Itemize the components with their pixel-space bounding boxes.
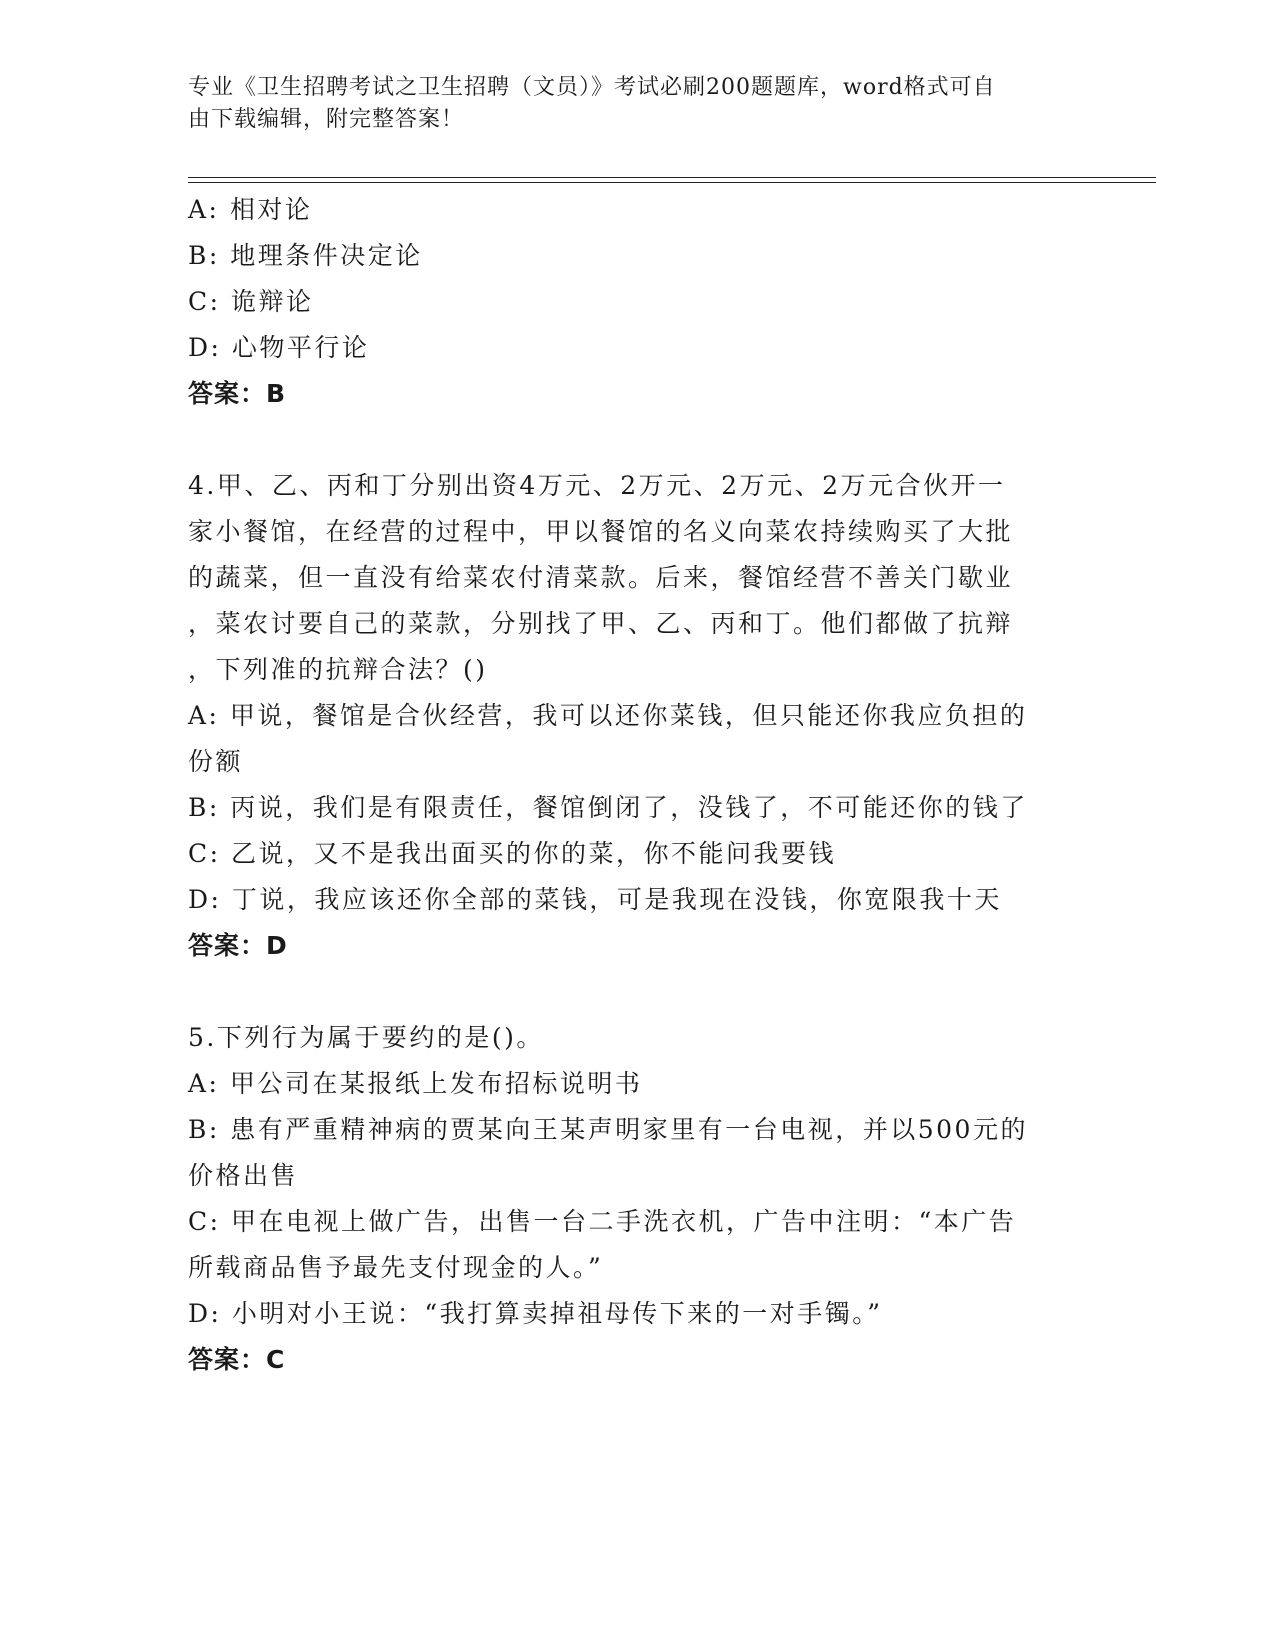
q3-option-c: C: 诡辩论 — [188, 287, 314, 316]
q3-option-a: A: 相对论 — [188, 195, 313, 224]
question-3 — [188, 187, 1088, 417]
q4-option-d: D: 丁说，我应该还你全部的菜钱，可是我现在没钱，你宽限我十天 — [188, 885, 1002, 914]
header-line-1: 专业《卫生招聘考试之卫生招聘（文员）》考试必刷200题题库，word格式可自 — [188, 75, 996, 100]
q5-answer: 答案：C — [188, 1345, 286, 1374]
question-4 — [188, 463, 1088, 969]
q5-option-c-cont: 所载商品售予最先支付现金的人。” — [188, 1253, 604, 1282]
q3-answer: 答案：B — [188, 379, 287, 408]
header-line-2: 由下载编辑，附完整答案！ — [188, 107, 465, 132]
q5-option-b: B: 患有严重精神病的贾某向王某声明家里有一台电视，并以500元的 — [188, 1115, 1028, 1144]
question-content — [188, 187, 1088, 1383]
q4-answer: 答案：D — [188, 931, 288, 960]
q3-option-b: B: 地理条件决定论 — [188, 241, 423, 270]
q5-option-d: D: 小明对小王说：“我打算卖掉祖母传下来的一对手镯。” — [188, 1299, 883, 1328]
q4-stem-line-1: 4.甲、乙、丙和丁分别出资4万元、2万元、2万元、2万元合伙开一 — [188, 471, 1006, 500]
q4-option-c: C: 乙说，又不是我出面买的你的菜，你不能问我要钱 — [188, 839, 837, 868]
q5-option-a: A: 甲公司在某报纸上发布招标说明书 — [188, 1069, 643, 1098]
q5-stem: 5.下列行为属于要约的是()。 — [188, 1023, 544, 1052]
document-header — [188, 72, 1068, 136]
spacer — [188, 969, 1088, 1015]
q5-option-c: C: 甲在电视上做广告，出售一台二手洗衣机，广告中注明：“本广告 — [188, 1207, 1017, 1236]
spacer — [188, 417, 1088, 463]
q4-stem-line-4: ，菜农讨要自己的菜款，分别找了甲、乙、丙和丁。他们都做了抗辩 — [188, 609, 1014, 638]
q4-option-a-cont: 份额 — [188, 747, 244, 776]
q4-stem-line-2: 家小餐馆，在经营的过程中，甲以餐馆的名义向菜农持续购买了大批 — [188, 517, 1014, 546]
q4-stem-line-5: ，下列准的抗辩合法？() — [188, 655, 488, 684]
header-rule-bottom — [188, 182, 1156, 183]
q4-option-a: A: 甲说，餐馆是合伙经营，我可以还你菜钱，但只能还你我应负担的 — [188, 701, 1028, 730]
q4-stem-line-3: 的蔬菜，但一直没有给菜农付清菜款。后来，餐馆经营不善关门歇业 — [188, 563, 1014, 592]
question-5 — [188, 1015, 1088, 1383]
q4-option-b: B: 丙说，我们是有限责任，餐馆倒闭了，没钱了，不可能还你的钱了 — [188, 793, 1028, 822]
q5-option-b-cont: 价格出售 — [188, 1161, 299, 1190]
q3-option-d: D: 心物平行论 — [188, 333, 370, 362]
header-rule-top — [188, 177, 1156, 178]
